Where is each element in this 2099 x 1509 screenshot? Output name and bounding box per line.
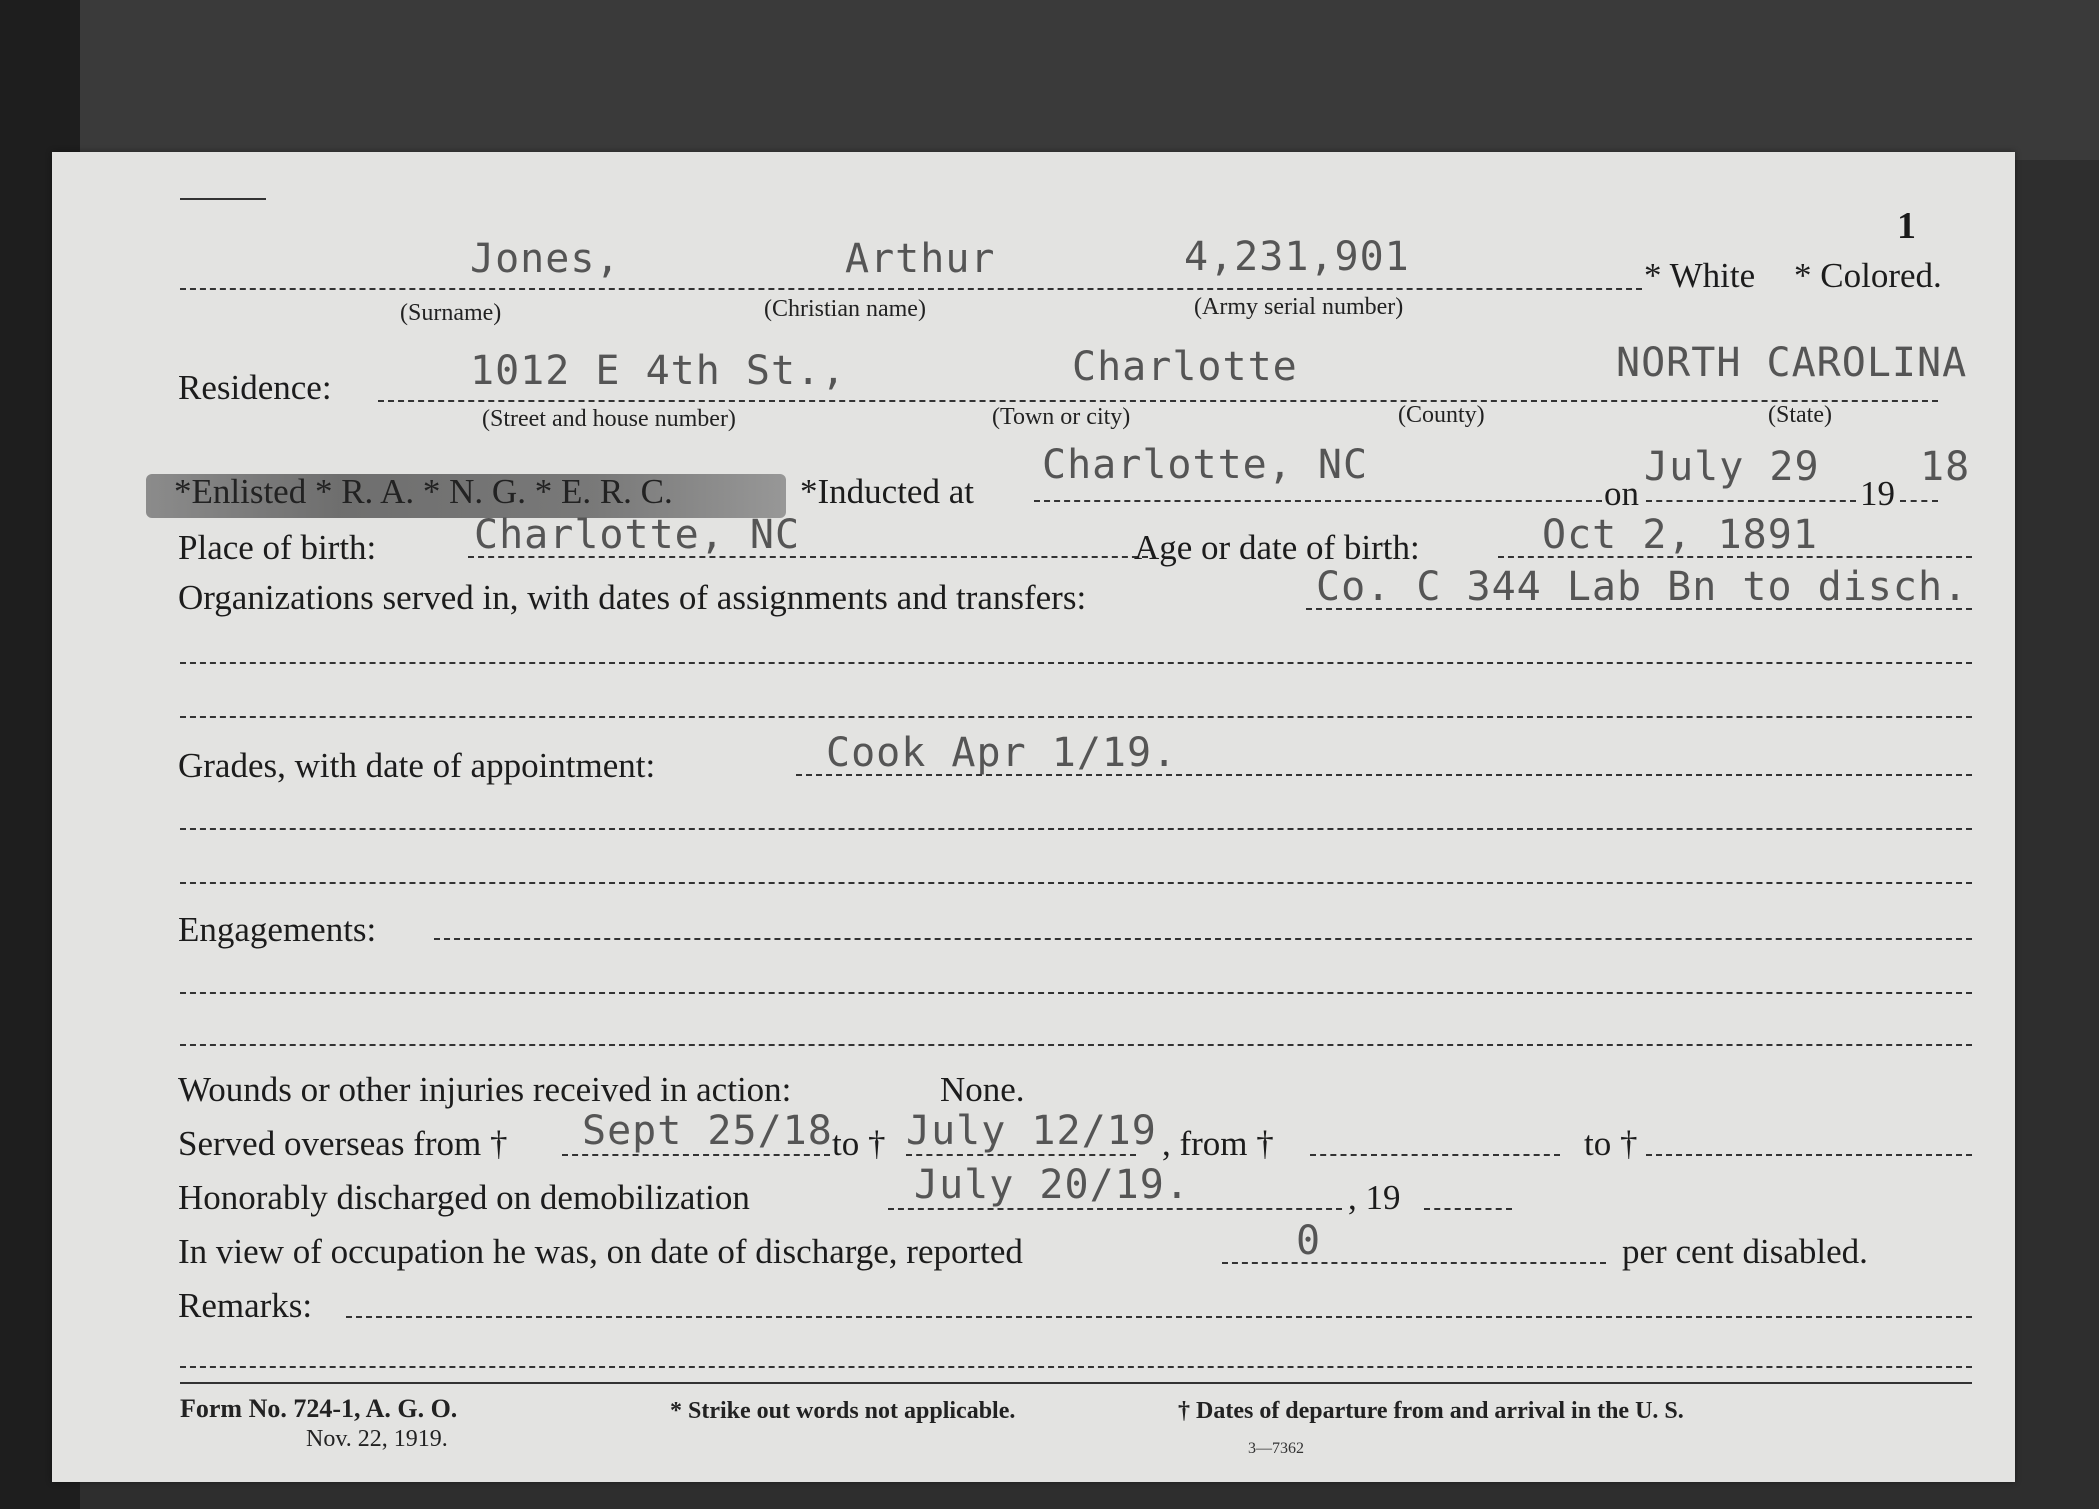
surname-value: Jones,: [470, 236, 621, 282]
induction-year-prefix: 19: [1860, 474, 1895, 513]
residence-label: Residence:: [178, 368, 332, 407]
wounds-value: None.: [940, 1070, 1025, 1109]
organizations-value: Co. C 344 Lab Bn to disch.: [1316, 564, 1969, 610]
county-caption: (County): [1398, 402, 1485, 428]
overseas-to2-label: to †: [1584, 1124, 1638, 1163]
organizations-line-1: [1306, 608, 1972, 610]
place-of-birth-value: Charlotte, NC: [474, 512, 801, 558]
overseas-from2-label: , from †: [1162, 1124, 1274, 1163]
inducted-at-value: Charlotte, NC: [1042, 442, 1369, 488]
service-record-card: [52, 152, 2015, 1482]
name-line: [180, 288, 1642, 290]
grades-value: Cook Apr 1/19.: [826, 730, 1178, 776]
race-colored: * Colored.: [1794, 256, 1942, 295]
street-caption: (Street and house number): [482, 406, 736, 432]
induction-date-value: July 29: [1644, 444, 1820, 490]
disability-label: In view of occupation he was, on date of discharge, reported: [178, 1232, 1023, 1271]
overseas-from-line: [562, 1154, 830, 1156]
discharge-label: Honorably discharged on demobilization: [178, 1178, 750, 1217]
date-of-birth-value: Oct 2, 1891: [1542, 512, 1818, 558]
disability-line: [1222, 1262, 1606, 1264]
disability-suffix: per cent disabled.: [1622, 1232, 1868, 1271]
on-label: on: [1604, 474, 1639, 513]
overseas-from-value: Sept 25/18: [582, 1108, 833, 1154]
organizations-label: Organizations served in, with dates of assignments and transfers:: [178, 578, 1087, 617]
discharge-date-value: July 20/19.: [914, 1162, 1190, 1208]
overseas-from2-line: [1310, 1154, 1560, 1156]
engagements-line-2: [180, 992, 1972, 994]
card-number: 1: [1897, 205, 1916, 247]
organizations-line-2: [180, 662, 1972, 664]
grades-line-2: [180, 828, 1972, 830]
town-value: Charlotte: [1072, 344, 1298, 390]
remarks-line-1: [346, 1316, 1972, 1318]
induction-date-line: [1646, 500, 1856, 502]
note-strike-out: * Strike out words not applicable.: [670, 1398, 1016, 1424]
footer-rule: [180, 1382, 1972, 1384]
discharge-year-line: [1424, 1208, 1512, 1210]
residence-line: [378, 400, 1938, 402]
date-of-birth-line: [1498, 556, 1972, 558]
overseas-to-label: to †: [832, 1124, 886, 1163]
overseas-to2-line: [1646, 1154, 1972, 1156]
date-of-birth-label: Age or date of birth:: [1134, 528, 1420, 567]
place-of-birth-line: [468, 556, 1148, 558]
state-value: NORTH CAROLINA: [1616, 340, 1968, 386]
remarks-label: Remarks:: [178, 1286, 313, 1325]
place-of-birth-label: Place of birth:: [178, 528, 377, 567]
remarks-line-2: [180, 1366, 1972, 1368]
race-white: * White: [1644, 256, 1756, 295]
engagements-label: Engagements:: [178, 910, 377, 949]
serial-number-value: 4,231,901: [1184, 234, 1410, 280]
disability-value: 0: [1296, 1218, 1322, 1264]
serial-number-caption: (Army serial number): [1194, 294, 1404, 320]
christian-name-value: Arthur: [845, 236, 996, 282]
grades-label: Grades, with date of appointment:: [178, 746, 656, 785]
note-dates: † Dates of departure from and arrival in the U. S.: [1178, 1398, 1684, 1424]
print-code: 3—7362: [1248, 1440, 1304, 1457]
overseas-to-value: July 12/19: [906, 1108, 1157, 1154]
induction-year-line: [1900, 500, 1938, 502]
grades-line-3: [180, 882, 1972, 884]
discharge-year-label: , 19: [1348, 1178, 1401, 1217]
form-number: Form No. 724-1, A. G. O.: [180, 1394, 458, 1423]
grades-line-1: [796, 774, 1972, 776]
inducted-at-line: [1034, 500, 1602, 502]
engagements-line-3: [180, 1044, 1972, 1046]
scan-background-top: [0, 0, 2099, 160]
overseas-to-line: [906, 1154, 1136, 1156]
wounds-label: Wounds or other injuries received in action:: [178, 1070, 792, 1109]
surname-caption: (Surname): [400, 300, 502, 326]
discharge-date-line: [888, 1208, 1342, 1210]
enlisted-options: *Enlisted * R. A. * N. G. * E. R. C.: [174, 472, 673, 511]
state-caption: (State): [1768, 402, 1832, 428]
induction-year-value: 18: [1920, 444, 1971, 490]
street-value: 1012 E 4th St.,: [470, 348, 847, 394]
engagements-line-1: [434, 938, 1972, 940]
inducted-at-label: *Inducted at: [800, 472, 974, 511]
christian-name-caption: (Christian name): [764, 296, 926, 322]
form-date: Nov. 22, 1919.: [306, 1426, 448, 1452]
town-caption: (Town or city): [992, 404, 1131, 430]
organizations-line-3: [180, 716, 1972, 718]
top-short-rule: [180, 198, 266, 200]
overseas-label: Served overseas from †: [178, 1124, 508, 1163]
